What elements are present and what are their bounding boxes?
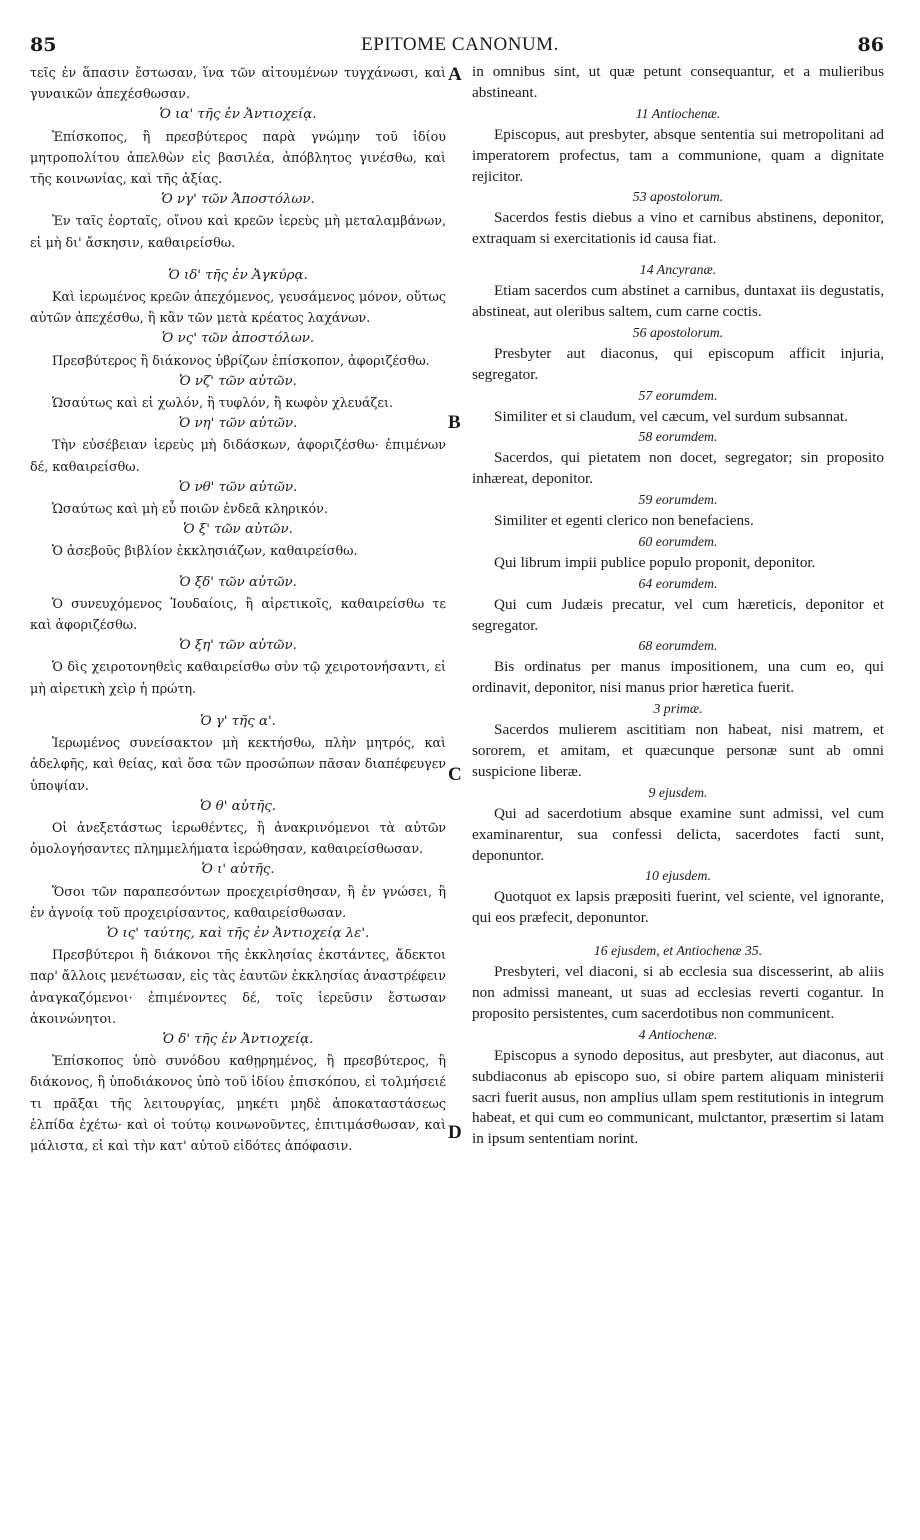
page-number-left: 85: [30, 34, 57, 56]
page-header: [0, 34, 920, 62]
canon-heading: Ὁ ιδ' τῆς ἐν Ἀγκύρᾳ.: [168, 267, 308, 283]
canon-heading: 68 eorumdem.: [638, 638, 718, 654]
canon-heading: Ὁ ι' αὐτῆς.: [201, 862, 275, 878]
canon-text: Καὶ ἱερωμένος κρεῶν ἀπεχόμενος, γευσάμενος μόνον, οὕτως αὐτῶν ἀπεχέσθω, ἢ κἂν τῶν μετὰ κρέατος λαχάνων.: [30, 289, 446, 326]
canon-heading: Ὁ νθ' τῶν αὐτῶν.: [178, 479, 298, 495]
canon-text: Presbyteri, vel diaconi, si ab ecclesia sua discesserint, ab aliis non admissi maneant, ut suas ad ecclesias reverti cogantur. In proposito persistentes, cum sacerdotibus non communicent.: [472, 963, 884, 1022]
canon-block: [30, 189, 446, 253]
canon-block: [30, 572, 446, 636]
canon-block: [30, 519, 446, 561]
page-number-right: 86: [857, 34, 884, 56]
canon-text: Πρεσβύτερος ἢ διάκονος ὑβρίζων ἐπίσκοπον, ἀφοριζέσθω.: [52, 352, 430, 368]
canon-block: [30, 371, 446, 413]
canon-block: [472, 386, 884, 428]
canon-block: [30, 477, 446, 519]
canon-block: [472, 699, 884, 783]
canon-heading: Ὁ νζ' τῶν αὐτῶν.: [179, 373, 297, 389]
canon-text: Etiam sacerdos cum abstinet a carnibus, duntaxat iis degustatis, abstineat, aut oleribus saltem, cum carne coctis.: [472, 282, 884, 320]
canon-text: in omnibus sint, ut quæ petunt consequantur, et a mulieribus abstineant.: [472, 63, 884, 101]
margin-marker-d: D: [448, 1122, 462, 1143]
canon-heading: 11 Antiochenæ.: [635, 105, 721, 121]
canon-heading: 60 eorumdem.: [638, 533, 718, 549]
canon-heading: 4 Antiochenæ.: [638, 1026, 718, 1042]
canon-block: [472, 104, 884, 188]
canon-heading: Ὁ ις' ταύτης, καὶ τῆς ἐν Ἀντιοχείᾳ λε'.: [106, 925, 370, 941]
canon-heading: Ὁ νγ' τῶν Ἀποστόλων.: [161, 192, 315, 208]
canon-text: Sacerdos festis diebus a vino et carnibus abstinens, deponitor, extraquam si exercitationis id causa fiat.: [472, 209, 884, 248]
canon-text: Presbyter aut diaconus, qui episcopum afficit injuria, segregator.: [472, 344, 884, 383]
canon-heading: 16 ejusdem, et Antiochenæ 35.: [593, 943, 763, 959]
canon-heading: Ὁ ξδ' τῶν αὐτῶν.: [179, 574, 297, 590]
canon-block: [30, 859, 446, 923]
canon-text: Ἱερωμένος συνείσακτον μὴ κεκτήσθω, πλὴν μητρός, καὶ ἀδελφῆς, καὶ θείας, καὶ ὅσα τῶν προσώπων πᾶσαν διαπέφευγεν ὑποψίαν.: [30, 735, 446, 793]
canon-text: Ἐπίσκοπος, ἢ πρεσβύτερος παρὰ γνώμην τοῦ ἰδίου μητροπολίτου ἀπελθὼν εἰς βασιλέα, ἀπόβλητος γινέσθω, καὶ τῆς κοινωνίας, καὶ τῆς ἀξίας.: [30, 128, 446, 187]
canon-text: Ὡσαύτως καὶ μὴ εὖ ποιῶν ἐνδεᾶ κληρικόν.: [52, 501, 328, 517]
canon-heading: 64 eorumdem.: [638, 575, 718, 591]
canon-heading: Ὁ θ' αὐτῆς.: [199, 798, 277, 814]
canon-block: [30, 635, 446, 699]
canon-text: Sacerdos, qui pietatem non docet, segregator; sin proposito inhæreat, deponitor.: [472, 449, 884, 488]
canon-text: Sacerdos mulierem ascititiam non habeat, nisi matrem, et sororem, et amitam, et quæcunque personæ sunt ab omni suspicione liberæ.: [472, 721, 884, 780]
canon-block: [472, 1025, 884, 1150]
canon-heading: Ὁ ια' τῆς ἐν Ἀντιοχείᾳ.: [159, 107, 317, 123]
canon-block: [472, 490, 884, 532]
canon-text: Ὁ συνευχόμενος Ἰουδαίοις, ἢ αἱρετικοῖς, καθαιρείσθω τε καὶ ἀφοριζέσθω.: [30, 595, 446, 633]
canon-heading: Ὁ ξη' τῶν αὐτῶν.: [179, 638, 297, 654]
canon-block: [472, 574, 884, 637]
canon-block: [472, 62, 884, 104]
canon-text: Qui librum impii publice populo proponit, deponitor.: [494, 553, 816, 571]
canon-block: [30, 923, 446, 1029]
margin-marker-b: B: [448, 412, 461, 433]
canon-text: Ὁ δὶς χειροτονηθεὶς καθαιρείσθω σὺν τῷ χειροτονήσαντι, εἰ μὴ αἱρετικὴ χεὶρ ἡ πρώτη.: [30, 659, 446, 696]
canon-heading: Ὁ ξ' τῶν αὐτῶν.: [183, 522, 293, 538]
canon-block: [30, 328, 446, 370]
canon-block: [472, 783, 884, 867]
canon-heading: Ὁ δ' τῆς ἐν Ἀντιοχείᾳ.: [162, 1031, 314, 1047]
canon-block: [30, 104, 446, 189]
canon-text: Τὴν εὐσέβειαν ἱερεὺς μὴ διδάσκων, ἀφοριζέσθω· ἐπιμένων δέ, καθαιρείσθω.: [30, 437, 446, 474]
canon-block: [30, 413, 446, 477]
canon-heading: 9 ejusdem.: [648, 784, 708, 800]
canon-heading: 53 apostolorum.: [632, 189, 724, 205]
canon-block: [472, 636, 884, 699]
canon-text: Ἐν ταῖς ἑορταῖς, οἴνου καὶ κρεῶν ἱερεὺς μὴ μεταλαμβάνων, εἰ μὴ δι' ἄσκησιν, καθαιρείσθω.: [30, 213, 446, 250]
canon-heading: 3 primæ.: [653, 701, 703, 717]
margin-marker-c: C: [448, 764, 462, 785]
canon-block: [472, 532, 884, 574]
canon-text: Ὅσοι τῶν παραπεσόντων προεχειρίσθησαν, ἢ ἐν γνώσει, ἢ ἐν ἀγνοίᾳ τοῦ προχειρίσαντος, καθαιρείσθωσαν.: [30, 883, 446, 920]
canon-text: Episcopus, aut presbyter, absque sententia sui metropolitani ad imperatorem profectus, tam a communione, quam a dignitate rejicitor.: [472, 125, 884, 185]
greek-column: [30, 62, 446, 1156]
canon-text: Ὁ ἀσεβοῦς βιβλίον ἐκκλησιάζων, καθαιρείσθω.: [52, 543, 358, 559]
canon-heading: Ὁ νς' τῶν ἀποστόλων.: [161, 331, 315, 347]
canon-heading: 10 ejusdem.: [645, 868, 711, 884]
canon-text: Bis ordinatus per manus impositionem, una cum eo, qui ordinavit, deponitor, nisi manus prior hæretica fuerit.: [472, 658, 884, 697]
canon-block: [472, 187, 884, 250]
canon-block: [30, 265, 446, 329]
canon-heading: 57 eorumdem.: [638, 387, 718, 403]
canon-block: [30, 711, 446, 796]
canon-heading: Ὁ νη' τῶν αὐτῶν.: [178, 416, 298, 432]
canon-heading: 59 eorumdem.: [638, 492, 718, 508]
canon-text: Ἐπίσκοπος ὑπὸ συνόδου καθῃρημένος, ἢ πρεσβύτερος, ἢ διάκονος, ἢ ὑποδιάκονος ὑπὸ τοῦ ἰδίου ἐπισκόπου, εἰ τολμήσειέ τι πρᾶξαι τῆς λειτουργίας, μηκέτι μηδὲ ἀποκαταστάσεως ἐλπίδα ἐχέτω· καὶ οἱ τούτῳ κοινωνοῦντες, ἐπιτιμάσθωσαν, καὶ μάλιστα, εἰ καὶ τὴν κατ' αὐτοῦ εἰδότες ἀπόφασιν.: [30, 1053, 446, 1153]
canon-text: Similiter et egenti clerico non benefaciens.: [494, 512, 754, 530]
canon-block: [472, 427, 884, 490]
latin-column: [472, 62, 884, 1150]
canon-text: Qui ad sacerdotium absque examine sunt admissi, vel cum examinarentur, sua confessi delicta, sacerdotes facti sunt, deponuntor.: [472, 804, 884, 864]
canon-block: [30, 62, 446, 104]
margin-marker-a: A: [448, 64, 462, 85]
canon-block: [30, 1029, 446, 1156]
canon-text: Episcopus a synodo depositus, aut presbyter, aut diaconus, aut subdiaconus ab episcopo suo, si obire partem aliquam ministerii sacri fuerit ausus, non amplius ullam spem restitutionis in integrum habeat, et qui cum eo communicant, mulctantor, præsertim si latam in ipsum sententiam norint.: [472, 1046, 884, 1148]
canon-block: [472, 866, 884, 929]
running-title: EPITOME CANONUM.: [361, 34, 559, 55]
canon-heading: 14 Ancyranæ.: [639, 262, 717, 278]
canon-block: [472, 941, 884, 1025]
canon-text: Qui cum Judæis precatur, vel cum hæreticis, deponitor et segregator.: [472, 595, 884, 634]
canon-text: Quotquot ex lapsis præpositi fuerint, vel sciente, vel ignorante, qui eos præfecit, deponuntor.: [472, 888, 884, 927]
canon-block: [472, 323, 884, 386]
canon-heading: 56 apostolorum.: [632, 324, 724, 340]
canon-block: [30, 796, 446, 860]
canon-text: Ὡσαύτως καὶ εἰ χωλόν, ἢ τυφλόν, ἢ κωφὸν χλευάζει.: [52, 395, 393, 411]
canon-text: Οἱ ἀνεξετάστως ἱερωθέντες, ἢ ἀνακρινόμενοι τὰ αὐτῶν ὁμολογήσαντες πλημμελήματα ἱερώθησαν, καθαιρείσθωσαν.: [30, 819, 446, 857]
canon-block: [472, 260, 884, 323]
canon-text: τεῖς ἐν ἅπασιν ἔστωσαν, ἵνα τῶν αἰτουμένων τυγχάνωσι, καὶ γυναικῶν ἀπεχέσθωσαν.: [30, 65, 446, 102]
canon-text: Similiter et si claudum, vel cæcum, vel surdum subsannat.: [494, 407, 848, 425]
canon-heading: Ὁ γ' τῆς α'.: [200, 713, 276, 729]
canon-text: Πρεσβύτεροι ἢ διάκονοι τῆς ἐκκλησίας ἐκστάντες, ἄδεκτοι παρ' ἄλλοις μενέτωσαν, εἰς τὰς ἑαυτῶν ἐκκλησίας ἀναστρέφειν ἀναγκαζόμενοι· ἐπιμένοντες δέ, τοῖς ἱερεῦσιν ἔστωσαν ἀκοινώνητοι.: [30, 947, 446, 1026]
canon-heading: 58 eorumdem.: [638, 429, 718, 445]
